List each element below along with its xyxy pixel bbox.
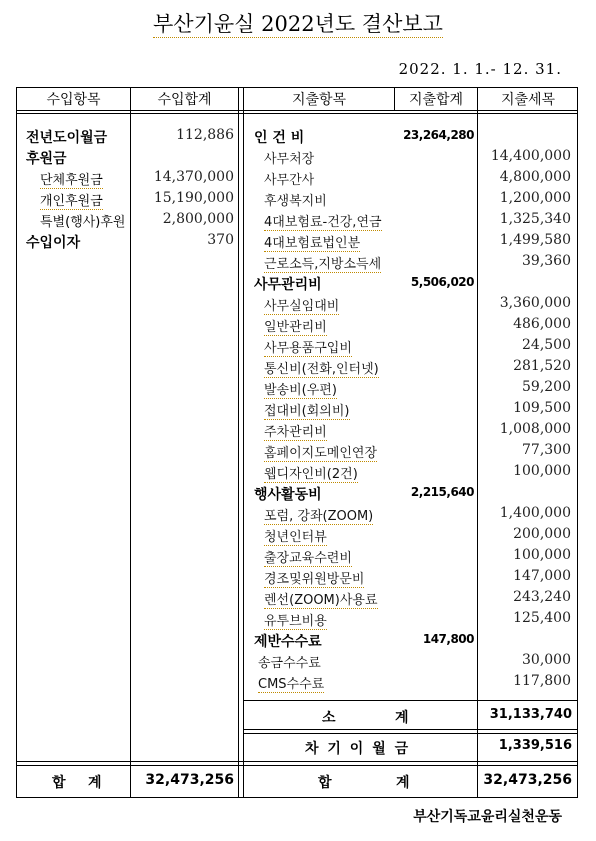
section-rule — [16, 765, 578, 766]
col-divider — [238, 87, 239, 798]
section-rule — [243, 700, 578, 701]
expense-item-label: 렌선(ZOOM)사용료 — [264, 593, 378, 608]
expense-item-value: 1,200,000 — [499, 190, 571, 206]
header-rule — [16, 113, 578, 114]
header-expense-total: 지출합계 — [408, 92, 464, 108]
income-subitem-label: 단체후원금 — [40, 173, 103, 188]
expense-item-value: 200,000 — [513, 526, 571, 542]
expense-item-label: 유투브비용 — [264, 614, 327, 629]
total-label-b: 계 — [88, 775, 102, 791]
section-rule — [16, 761, 578, 762]
expense-item-value: 1,400,000 — [499, 505, 571, 521]
header-expense-detail: 지출세목 — [500, 92, 556, 108]
expense-category-office: 사무관리비 — [254, 277, 322, 293]
expense-item-value: 486,000 — [513, 316, 571, 332]
report-period: 2022. 1. 1.- 12. 31. — [398, 60, 562, 78]
income-interest-label: 수입이자 — [26, 235, 81, 251]
income-donation-label: 후원금 — [26, 151, 67, 167]
expense-item-label: 출장교육수련비 — [264, 551, 352, 566]
expense-category-events: 행사활동비 — [254, 487, 322, 503]
organization-name: 부산기독교윤리실천운동 — [413, 809, 562, 825]
expense-item-label: 사무실임대비 — [264, 299, 340, 314]
expense-category-fees: 제반수수료 — [254, 634, 322, 650]
income-carryover-value: 112,886 — [176, 127, 234, 143]
expense-item-label: 포럼, 강좌(ZOOM) — [264, 509, 374, 524]
expense-item-label: 근로소득,지방소득세 — [264, 257, 382, 272]
expense-item-label: 4대보험료-건강,연금 — [264, 215, 382, 230]
expense-item-label: 홈페이지도메인연장 — [264, 446, 378, 461]
income-subitem-label: 개인후원금 — [40, 194, 103, 209]
expense-grand-total: 32,473,256 — [483, 772, 572, 788]
expense-item-label: 4대보험료법인분 — [264, 236, 361, 251]
expense-item-label: 경조및위원방문비 — [264, 572, 365, 587]
expense-item-value: 1,325,340 — [499, 211, 571, 227]
expense-item-value: 3,360,000 — [499, 295, 571, 311]
expense-item-value: 59,200 — [522, 379, 571, 395]
expense-category-total: 2,215,640 — [410, 485, 474, 499]
total-label-a: 합 — [52, 775, 66, 791]
expense-item-value: 109,500 — [513, 400, 571, 416]
income-grand-total: 32,473,256 — [145, 772, 234, 788]
col-divider — [477, 87, 478, 798]
total-label-a: 합 — [318, 775, 332, 791]
expense-item-value: 243,240 — [513, 589, 571, 605]
section-rule — [243, 729, 578, 730]
section-rule — [243, 733, 578, 734]
expense-item-label: 주차관리비 — [264, 425, 327, 440]
expense-item-label: 사무간사 — [264, 173, 315, 188]
col-divider — [243, 87, 244, 798]
income-subitem-value: 2,800,000 — [162, 211, 234, 227]
expense-item-label: 발송비(우편) — [264, 383, 337, 398]
income-carryover-label: 전년도이월금 — [26, 130, 108, 146]
income-subitem-value: 14,370,000 — [153, 169, 234, 185]
total-label-b: 계 — [396, 775, 410, 791]
expense-item-value: 1,499,580 — [499, 232, 571, 248]
expense-item-value: 147,000 — [513, 568, 571, 584]
header-income-total: 수입합계 — [157, 92, 212, 108]
expense-item-label: 웹디자인비(2건) — [264, 467, 358, 482]
expense-item-label: 사무처장 — [264, 152, 315, 167]
carry-next-label: 차 기 이 월 금 — [305, 741, 411, 757]
expense-item-label: 후생복지비 — [264, 194, 327, 209]
expense-category-total: 5,506,020 — [410, 275, 474, 289]
expense-item-value: 30,000 — [522, 652, 571, 668]
expense-item-value: 125,400 — [513, 610, 571, 626]
expense-item-value: 1,008,000 — [499, 421, 571, 437]
carry-next-value: 1,339,516 — [498, 738, 572, 753]
col-divider — [130, 87, 131, 798]
expense-item-label: 송금수수료 — [258, 656, 321, 671]
expense-category-total: 147,800 — [422, 632, 474, 646]
header-rule — [16, 110, 578, 111]
expense-item-label: 접대비(회의비) — [264, 404, 350, 419]
income-subitem-label: 특별(행사)후원 — [40, 215, 126, 230]
expense-item-value: 100,000 — [513, 547, 571, 563]
expense-item-value: 100,000 — [513, 463, 571, 479]
income-interest-value: 370 — [207, 232, 234, 248]
expense-item-value: 14,400,000 — [490, 148, 571, 164]
income-subitem-value: 15,190,000 — [153, 190, 234, 206]
header-income-item: 수입항목 — [46, 92, 101, 108]
expense-item-value: 281,520 — [513, 358, 571, 374]
expense-item-label: 사무용품구입비 — [264, 341, 352, 356]
page-title: 부산기윤실 2022년도 결산보고 — [153, 12, 443, 36]
subtotal-label-b: 계 — [395, 710, 409, 726]
expense-item-value: 4,800,000 — [499, 169, 571, 185]
expense-item-label: CMS수수료 — [258, 677, 325, 692]
expense-item-value: 39,360 — [522, 253, 571, 269]
expense-item-label: 청년인터뷰 — [264, 530, 327, 545]
subtotal-value: 31,133,740 — [489, 707, 572, 722]
expense-item-value: 24,500 — [522, 337, 571, 353]
expense-category-personnel: 인 건 비 — [254, 130, 305, 146]
expense-item-value: 77,300 — [522, 442, 571, 458]
expense-category-total: 23,264,280 — [403, 128, 474, 142]
header-expense-item: 지출항목 — [291, 92, 347, 108]
subtotal-label-a: 소 — [322, 710, 336, 726]
expense-item-label: 통신비(전화,인터넷) — [264, 362, 379, 377]
expense-item-label: 일반관리비 — [264, 320, 327, 335]
expense-item-value: 117,800 — [513, 673, 571, 689]
